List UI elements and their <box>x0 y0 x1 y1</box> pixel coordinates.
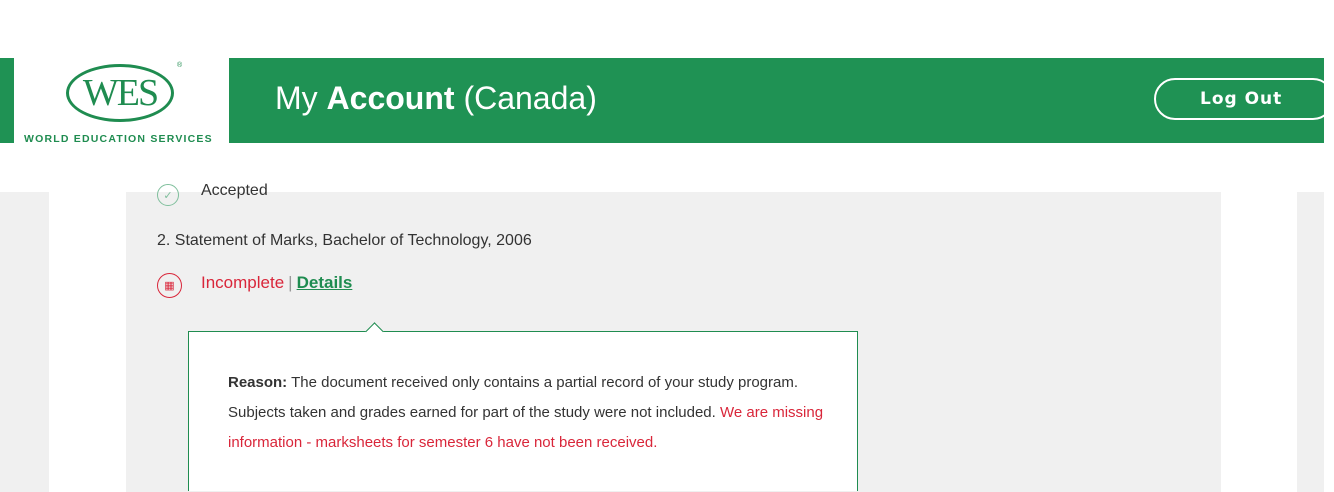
incomplete-document-icon: ▦ <box>157 273 182 298</box>
logo-subtitle: WORLD EDUCATION SERVICES <box>24 133 213 145</box>
accepted-status: Accepted <box>201 182 268 199</box>
title-suffix: (Canada) <box>463 80 597 116</box>
registered-mark: ® <box>177 62 183 69</box>
missing-info: We are missing information - marksheets for semester 6 have not been received. <box>228 404 824 451</box>
documents-panel <box>126 182 1221 492</box>
details-link[interactable]: Details <box>296 273 353 292</box>
incomplete-status: Incomplete <box>201 273 285 292</box>
wes-logo[interactable] <box>14 58 229 143</box>
header-bar <box>229 58 1324 143</box>
reason-label: Reason: <box>228 374 288 391</box>
logout-button[interactable]: Log Out <box>1154 78 1334 120</box>
accepted-document-icon: ✓ <box>157 184 179 206</box>
page-title <box>275 80 597 117</box>
reason-text <box>228 368 833 458</box>
details-popover <box>188 331 858 491</box>
reason-body: The document received only contains a partial record of your study program. Subjects taken and grades earned for part of the study were not included. <box>228 374 799 421</box>
status-separator: | <box>288 273 293 292</box>
title-bold: Account <box>326 80 455 116</box>
header-strip <box>0 58 14 143</box>
popover-arrow <box>365 322 383 340</box>
document-status <box>201 273 352 293</box>
logo-mark: WES <box>66 64 174 122</box>
side-panel-right <box>1297 192 1324 492</box>
document-name: 2. Statement of Marks, Bachelor of Technology, 2006 <box>157 232 532 249</box>
title-prefix: My <box>275 80 318 116</box>
side-panel-left <box>0 192 49 492</box>
